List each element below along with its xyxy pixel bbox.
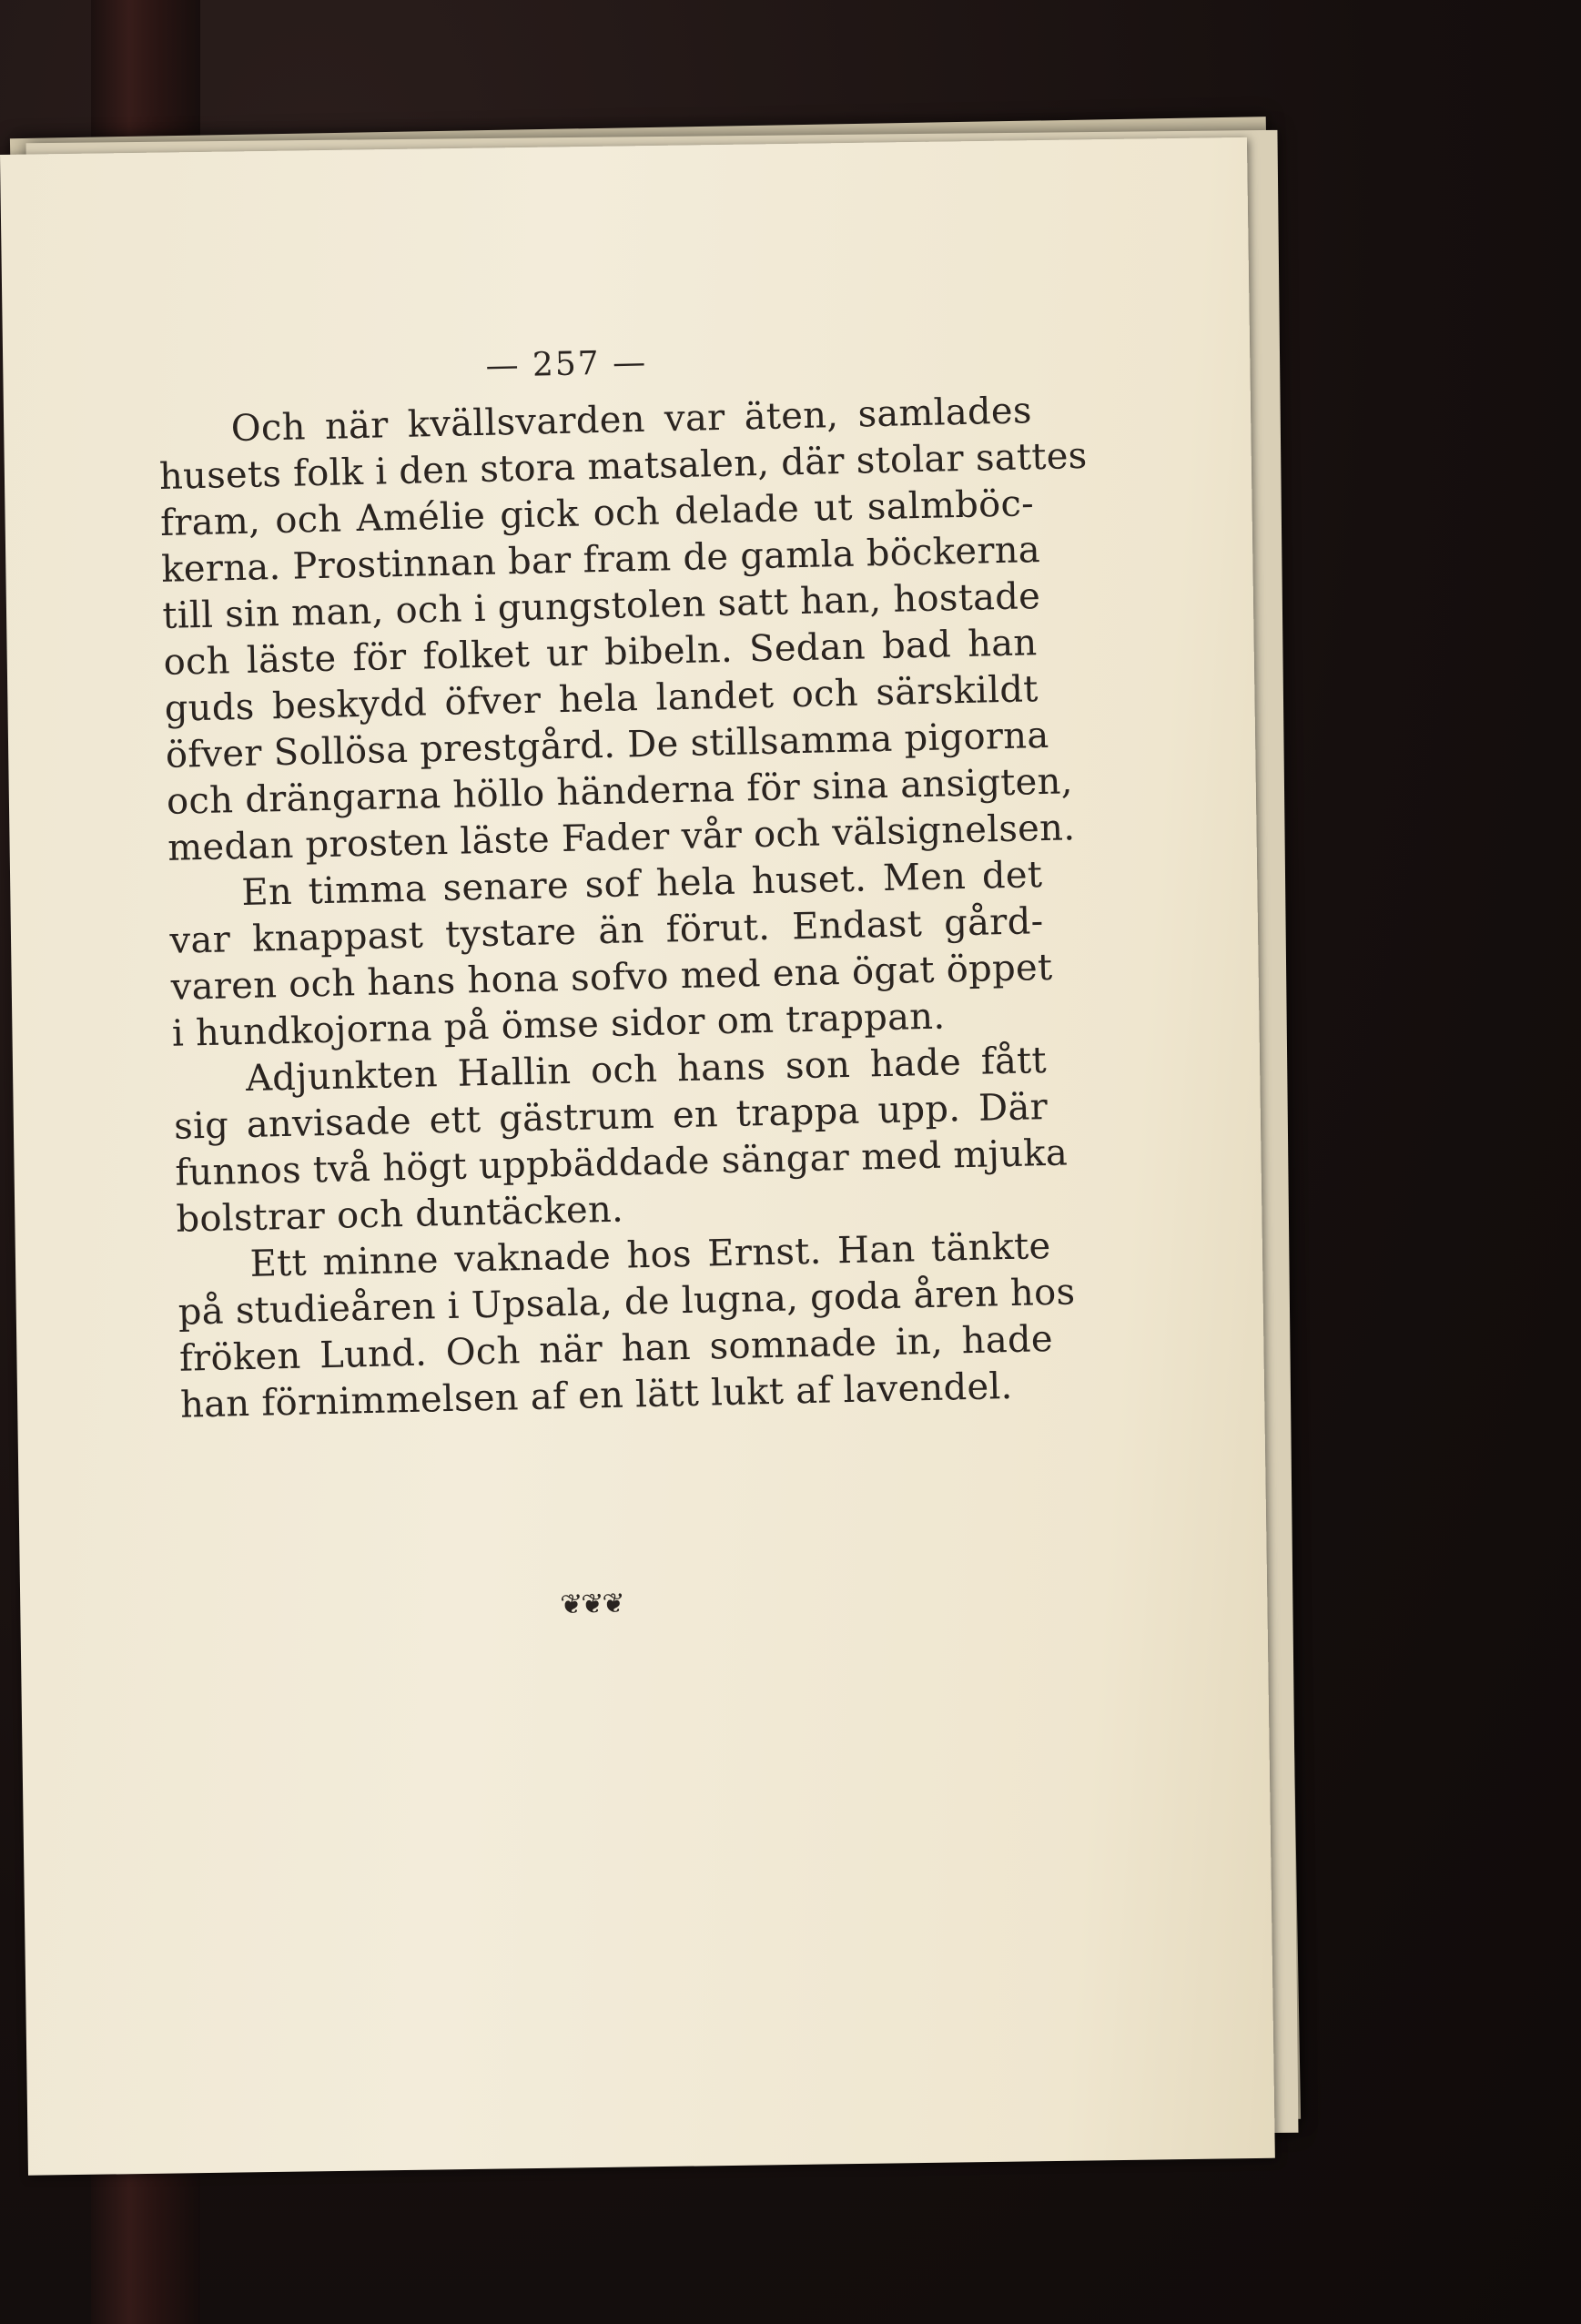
text-line: funnos två högt uppbäddade sängar med mjuka (174, 1132, 1069, 1194)
text-line: fram, och Amélie gick och delade ut salmböc- (159, 482, 1035, 544)
text-line: En timma senare sof hela huset. Men det (240, 854, 1043, 915)
text-line: kerna. Prostinnan bar fram de gamla böckerna (160, 529, 1041, 591)
text-line: och läste för folket ur bibeln. Sedan bad han (163, 622, 1038, 684)
text-line: han förnimmelsen af en lätt lukt af lavendel. (179, 1365, 1014, 1426)
text-line: öfver Sollösa prestgård. De stillsamma pigorna (165, 714, 1049, 776)
text-line: till sin man, och i gungstolen satt han, hostade (161, 575, 1041, 637)
text-line: Ett minne vaknade hos Ernst. Han tänkte (249, 1224, 1051, 1285)
text-line: på studieåren i Upsala, de lugna, goda åren hos (177, 1271, 1076, 1334)
text-line: husets folk i den stora matsalen, där stolar sattes (158, 434, 1088, 498)
text-line: fröken Lund. Och när han somnade in, hade (178, 1317, 1054, 1380)
text-line: medan prosten läste Fader vår och välsignelsen. (167, 807, 1076, 869)
text-line: sig anvisade ett gästrum en trappa upp. Där (173, 1086, 1049, 1148)
text-line: och drängarna höllo händerna för sina ansigten, (166, 760, 1074, 823)
text-line: Adjunkten Hallin och hans son hade fått (245, 1040, 1048, 1100)
text-line: guds beskydd öfver hela landet och särskildt (164, 668, 1039, 730)
section-ornament: ❦❦❦ (559, 1588, 624, 1621)
text-line: i hundkojorna på ömse sidor om trappan. (171, 995, 946, 1055)
page-text (157, 335, 1088, 1428)
text-line: var knappast tystare än förut. Endast gård- (169, 900, 1044, 962)
text-line: Och när kvällsvarden var äten, samlades (230, 390, 1033, 451)
page-number: — 257 — (485, 343, 648, 385)
text-line: bolstrar och duntäcken. (176, 1188, 624, 1241)
text-line: varen och hans hona sofvo med ena ögat öppet (170, 946, 1053, 1009)
